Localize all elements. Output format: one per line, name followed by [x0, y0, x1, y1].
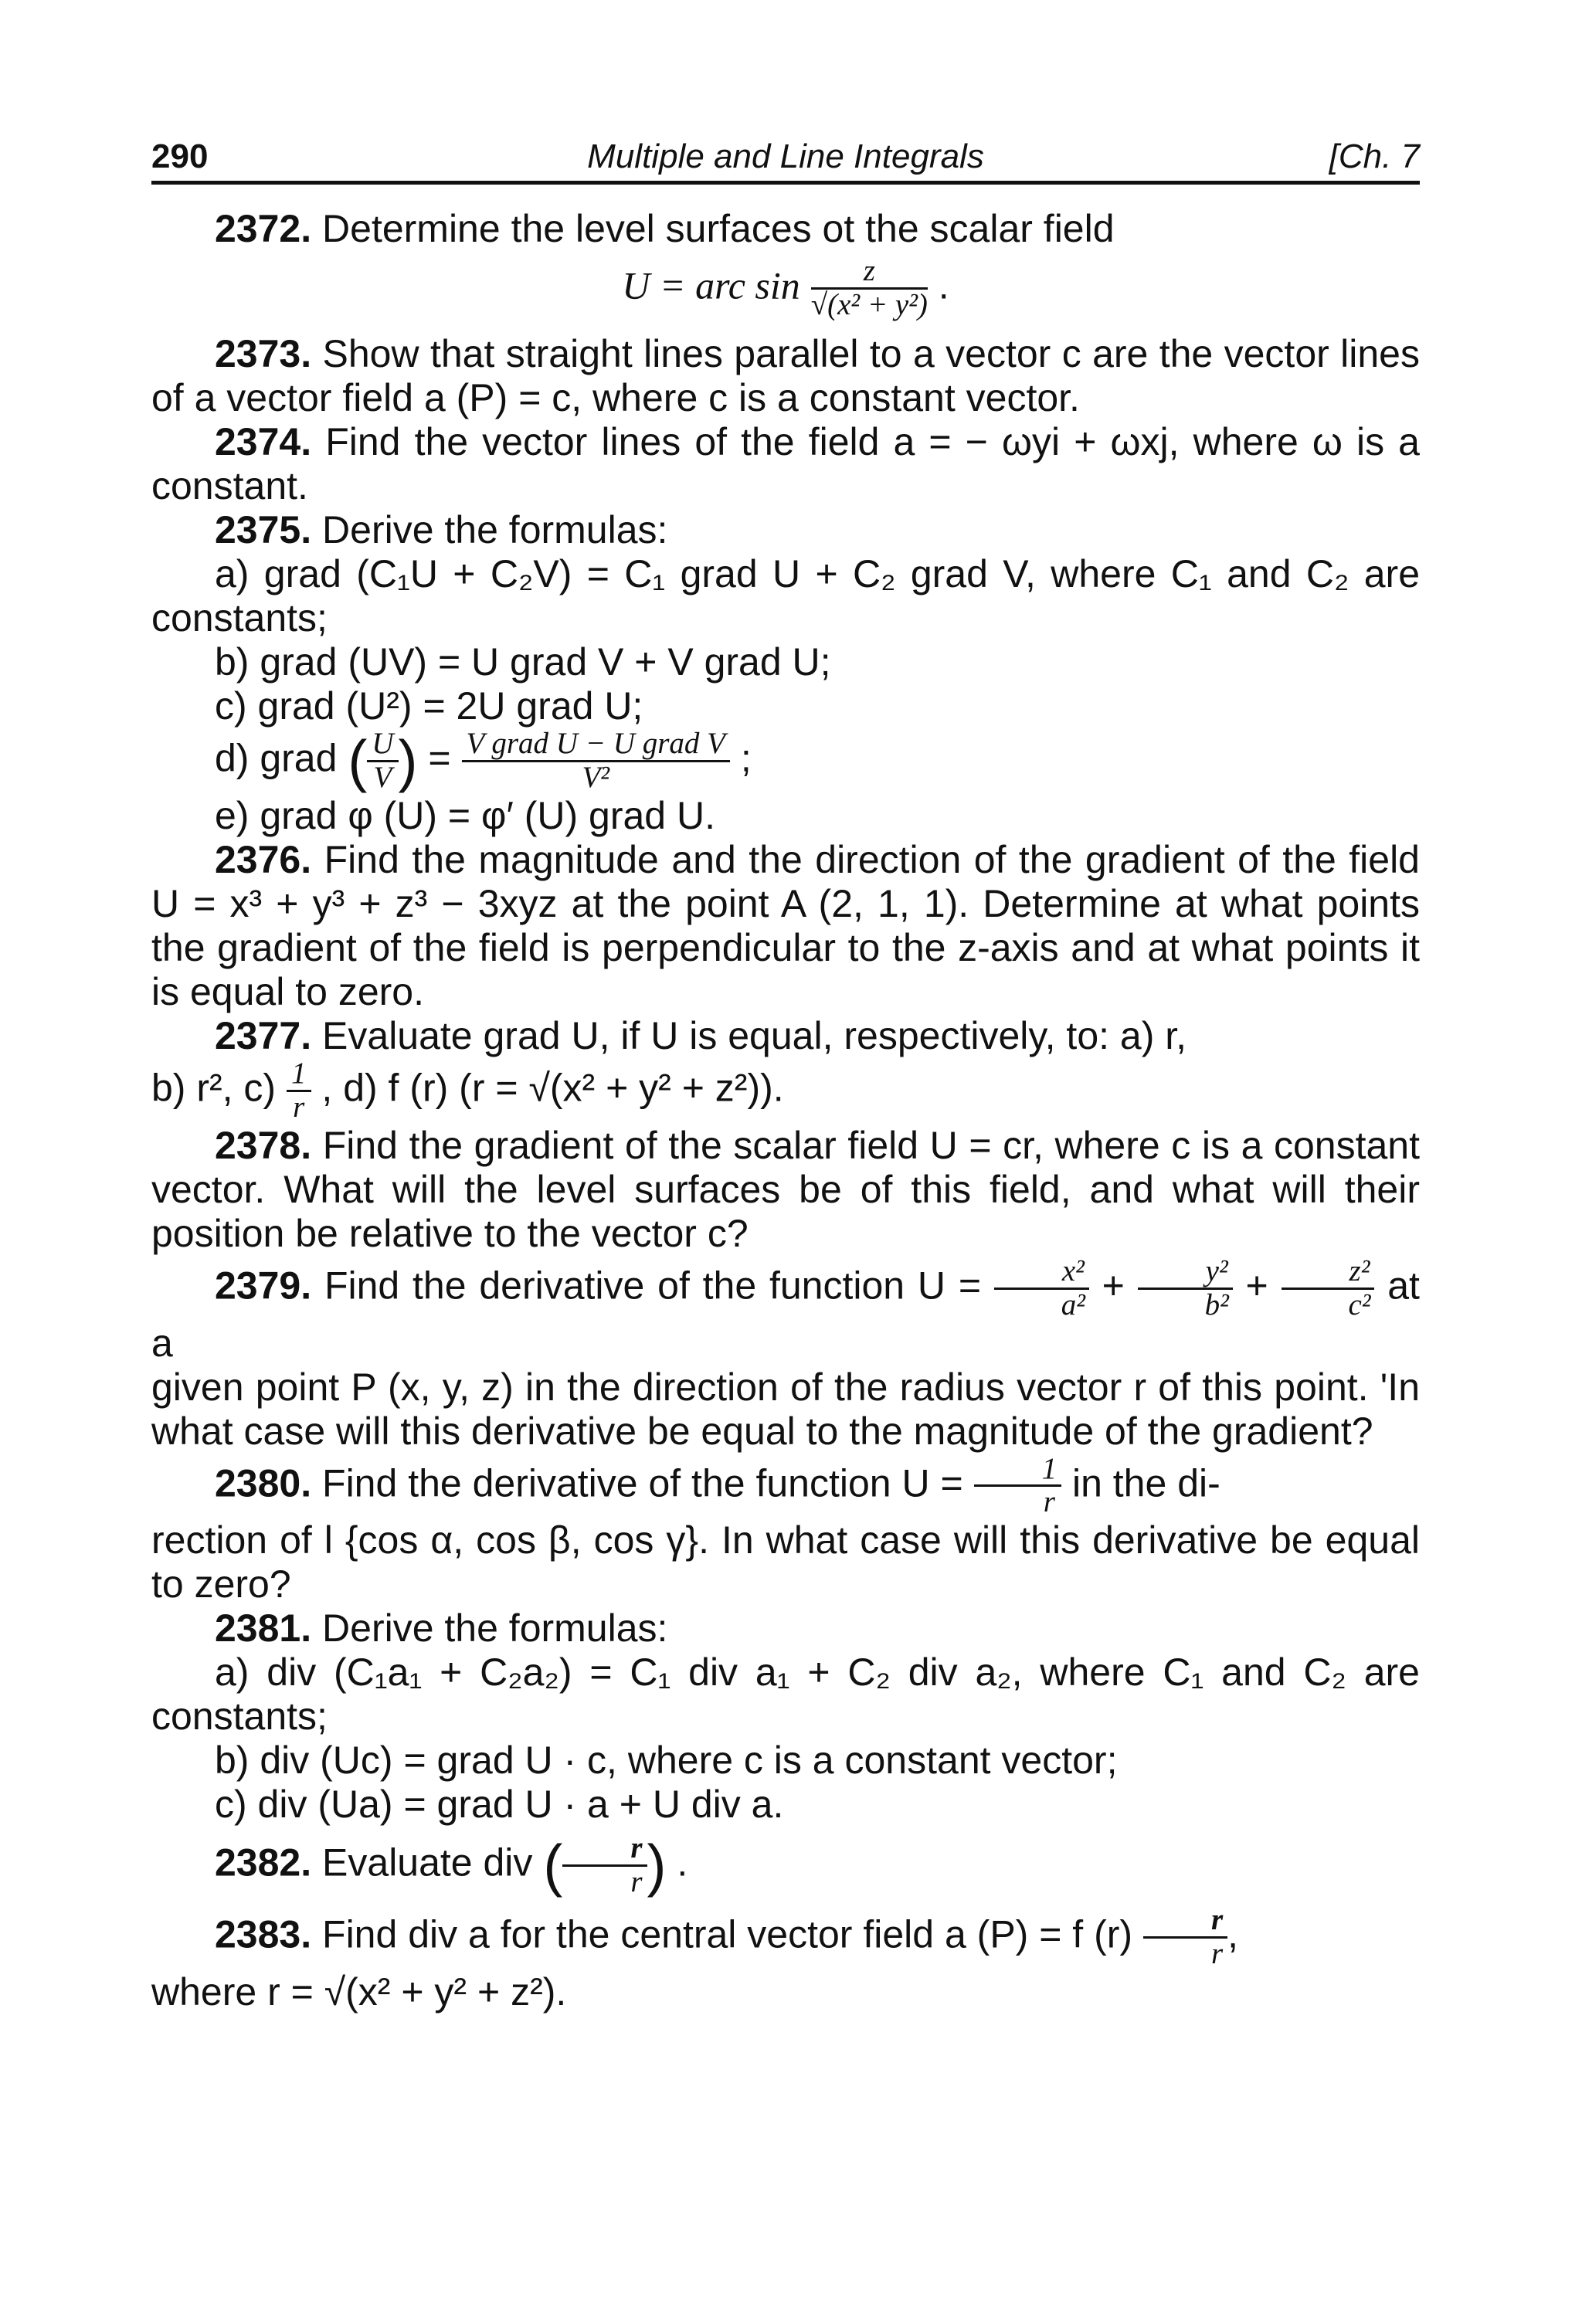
- fraction: [1143, 1905, 1227, 1970]
- equation-end: .: [938, 263, 949, 307]
- problem-text: at a: [151, 1264, 1420, 1365]
- fraction-denominator: r: [630, 1865, 643, 1899]
- problem-2377-cont: [151, 1058, 1420, 1124]
- problem-number: 2381.: [215, 1606, 312, 1651]
- formula-2375-e: e) grad φ (U) = φ′ (U) grad U.: [215, 793, 715, 837]
- fraction: [562, 1833, 647, 1898]
- fraction-numerator: y²: [1138, 1256, 1233, 1290]
- fraction-denominator: r: [1210, 1937, 1224, 1971]
- formula-2375-b: b) grad (UV) = U grad V + V grad U;: [215, 640, 831, 684]
- fraction-numerator: x²: [994, 1256, 1089, 1290]
- fraction-numerator: z²: [1282, 1256, 1375, 1290]
- problem-2377: [151, 1014, 1420, 1058]
- right-paren: ): [647, 1833, 667, 1898]
- problem-2380: [151, 1451, 1420, 1519]
- problem-text: Show that straight lines parallel to a vector c are the vector lines of a vector field a (P) = c, where c is a constant vector.: [151, 331, 1420, 419]
- fraction-denominator: r: [293, 1090, 305, 1124]
- equation-lhs: U = arc sin: [622, 263, 800, 307]
- problem-2376: [151, 838, 1420, 1014]
- problem-text: in the di-: [1071, 1461, 1220, 1505]
- right-paren: ): [398, 728, 418, 793]
- fraction: [1138, 1256, 1233, 1321]
- formula-end: ;: [740, 736, 752, 780]
- fraction-denominator: a²: [1061, 1288, 1085, 1321]
- fraction-denominator: V²: [582, 760, 609, 794]
- left-paren: (: [348, 728, 368, 793]
- fraction-denominator: V: [373, 760, 392, 794]
- problem-text: Evaluate grad U, if U is equal, respectively, to: a) r,: [322, 1013, 1187, 1057]
- formula-2375-d: [151, 728, 1420, 794]
- problem-number: 2376.: [215, 837, 312, 881]
- fraction: [462, 728, 730, 794]
- problem-2378: [151, 1124, 1420, 1256]
- formula-2381-c: c) div (Ua) = grad U · a + U div a.: [215, 1783, 784, 1827]
- plus-sign: +: [1102, 1264, 1125, 1308]
- problem-text: b) r², c): [151, 1066, 277, 1110]
- page-body: [151, 207, 1420, 2014]
- fraction: [811, 256, 928, 321]
- problem-text: Evaluate div: [322, 1841, 533, 1885]
- problem-number: 2378.: [215, 1123, 312, 1167]
- problem-text: Find the vector lines of the field a = − ωyi + ωxj, where ω is a constant.: [151, 419, 1420, 507]
- fraction-denominator: c²: [1348, 1288, 1371, 1321]
- problem-2379-cont: given point P (x, y, z) in the direction of the radius vector r of this point. 'In what case will this derivative be equal to the magnitude of the gradient?: [151, 1365, 1420, 1453]
- fraction-numerator: 1: [287, 1058, 311, 1092]
- running-header: [151, 137, 1420, 185]
- fraction: [1282, 1256, 1375, 1321]
- fraction-numerator: V grad U − U grad V: [462, 728, 730, 762]
- problem-number: 2383.: [215, 1912, 312, 1956]
- fraction-denominator: r: [1043, 1485, 1055, 1519]
- problem-2374: [151, 420, 1420, 508]
- problem-2383: [151, 1905, 1420, 1970]
- fraction-numerator: r: [1143, 1905, 1227, 1939]
- problem-end: ,: [1227, 1912, 1239, 1956]
- problem-text: Derive the formulas:: [322, 507, 668, 551]
- formula-2381-a: a) div (C₁a₁ + C₂a₂) = C₁ div a₁ + C₂ div a₂, where C₁ and C₂ are constants;: [151, 1651, 1420, 1739]
- problem-text: Find the gradient of the scalar field U = cr, where c is a constant vector. What will the level surfaces be of this field, and what will their position be relative to the vector c?: [151, 1123, 1420, 1255]
- problem-2379: [151, 1256, 1420, 1366]
- problem-2380-cont: rection of l {cos α, cos β, cos γ}. In what case will this derivative be equal to zero?: [151, 1518, 1420, 1606]
- chapter-marker: [Ch. 7: [1329, 137, 1420, 175]
- formula-2375-a: a) grad (C₁U + C₂V) = C₁ grad U + C₂ grad V, where C₁ and C₂ are constants;: [151, 551, 1420, 640]
- problem-2373: [151, 332, 1420, 420]
- left-paren: (: [543, 1833, 563, 1898]
- problem-text: Find div a for the central vector field a (P) = f (r): [322, 1912, 1133, 1956]
- problem-2382: [151, 1833, 1420, 1898]
- problem-number: 2374.: [215, 419, 312, 463]
- fraction-numerator: r: [562, 1833, 647, 1867]
- problem-number: 2372.: [215, 207, 312, 250]
- fraction: [287, 1058, 311, 1124]
- fraction-numerator: U: [367, 728, 398, 762]
- fraction: [994, 1256, 1089, 1321]
- problem-text: Find the derivative of the function U =: [322, 1461, 963, 1505]
- problem-number: 2380.: [215, 1461, 312, 1505]
- equals-sign: =: [428, 736, 451, 780]
- plus-sign: +: [1245, 1264, 1268, 1308]
- problem-2381: [151, 1606, 1420, 1651]
- problem-text: Determine the level surfaces ot the scalar field: [322, 207, 1115, 250]
- formula-2375-c: c) grad (U²) = 2U grad U;: [215, 684, 643, 728]
- fraction: [367, 728, 398, 794]
- equation-2372: [151, 256, 1420, 321]
- fraction-denominator: b²: [1204, 1288, 1229, 1321]
- problem-number: 2377.: [215, 1013, 312, 1057]
- problem-2372: [151, 207, 1420, 251]
- fraction-numerator: z: [811, 256, 928, 290]
- problem-number: 2379.: [215, 1264, 312, 1308]
- fraction-denominator: √(x² + y²): [810, 287, 928, 321]
- problem-number: 2375.: [215, 507, 312, 551]
- running-title: Multiple and Line Integrals: [587, 137, 984, 175]
- fraction-numerator: 1: [974, 1454, 1062, 1488]
- problem-text: Derive the formulas:: [322, 1606, 668, 1651]
- page-number: 290: [151, 137, 209, 175]
- problem-2383-cont: where r = √(x² + y² + z²).: [151, 1970, 567, 2014]
- formula-lhs: d) grad: [215, 736, 338, 780]
- problem-text: Find the magnitude and the direction of the gradient of the field U = x³ + y³ + z³ − 3xyz at the point A (2, 1, 1). Determine at what points the gradient of the field is perpendicular to the z-axis and at what points it is equal to zero.: [151, 837, 1420, 1013]
- problem-number: 2382.: [215, 1841, 312, 1885]
- problem-end: .: [677, 1841, 688, 1885]
- fraction: [974, 1451, 1062, 1519]
- problem-number: 2373.: [215, 331, 312, 375]
- formula-2381-b: b) div (Uc) = grad U · c, where c is a constant vector;: [215, 1739, 1118, 1783]
- problem-2375: [151, 508, 1420, 552]
- problem-text: , d) f (r) (r = √(x² + y² + z²)).: [321, 1066, 784, 1110]
- problem-text: Find the derivative of the function U =: [324, 1264, 982, 1308]
